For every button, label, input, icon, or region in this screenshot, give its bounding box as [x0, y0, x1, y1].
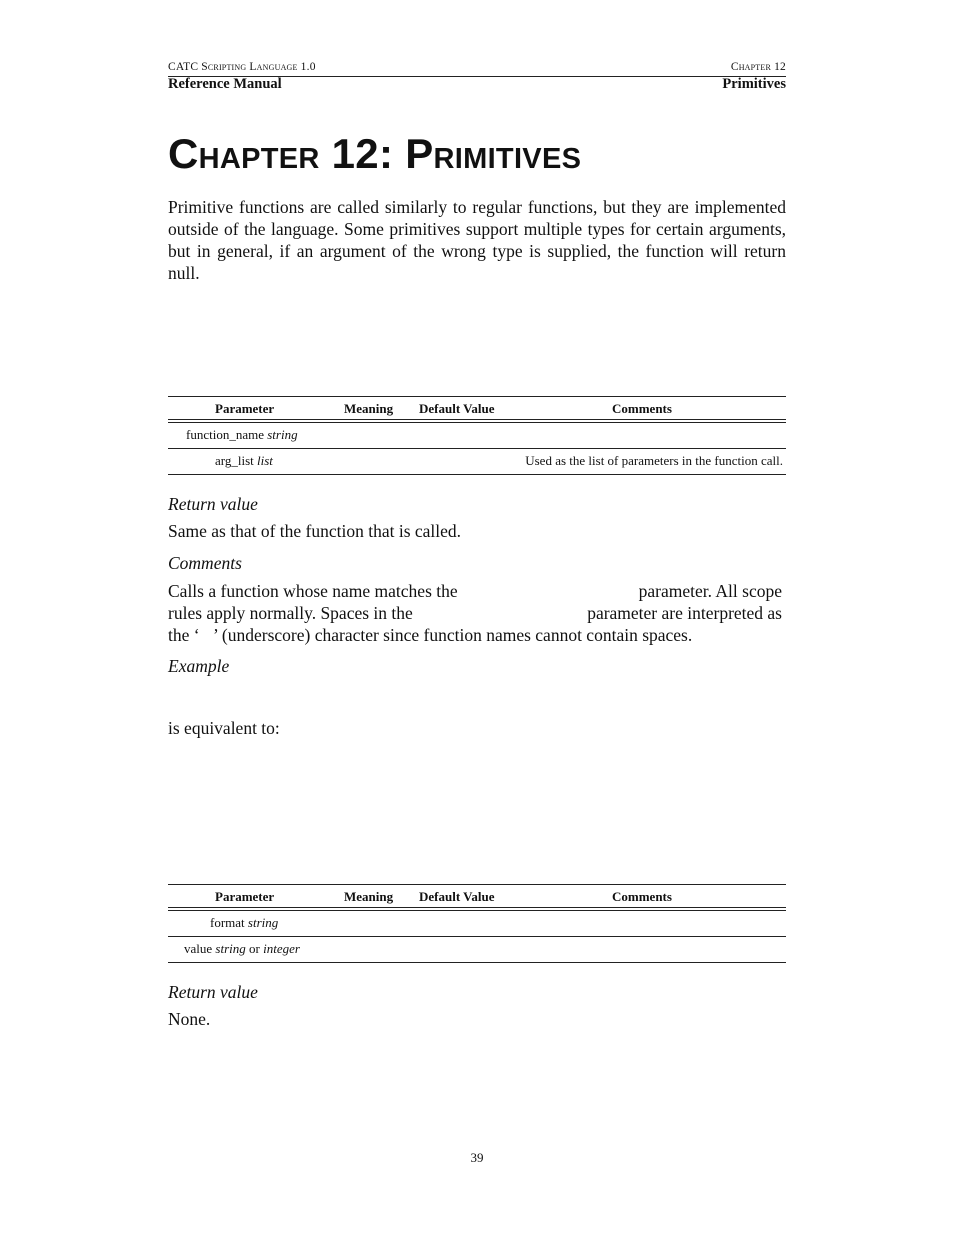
return-value-text: Same as that of the function that is called. — [168, 521, 462, 541]
param-cell — [210, 915, 278, 931]
param-type: list — [257, 453, 273, 468]
param-cell — [215, 453, 273, 469]
table-row — [168, 937, 786, 962]
comments-text-line3a: the ‘ — [168, 625, 200, 645]
running-header-manual: Reference Manual — [168, 76, 282, 92]
header-meaning: Meaning — [344, 401, 394, 416]
table-row — [168, 911, 786, 936]
comments-text-line1b: parameter. All scope — [638, 581, 782, 601]
comment-cell: Used as the list of parameters in the function call. — [525, 453, 783, 468]
table-rule — [168, 474, 786, 475]
header-comments: Comments — [612, 401, 672, 416]
param-type: string — [215, 941, 246, 956]
running-header-chapter: Chapter 12 — [730, 61, 786, 73]
param-name: value — [184, 941, 213, 956]
param-name: format — [210, 915, 245, 930]
return-value-label: Return value — [168, 494, 258, 514]
header-parameter: Parameter — [215, 889, 275, 904]
table-row — [168, 423, 786, 448]
example-label: Example — [168, 656, 230, 676]
param-name: function_name — [186, 427, 264, 442]
header-default-value: Default Value — [419, 401, 495, 416]
param-cell — [186, 427, 298, 443]
comments-text-line2b: parameter are interpreted as — [587, 603, 782, 623]
comments-label: Comments — [168, 553, 242, 573]
return-value-text-2: None. — [168, 1009, 211, 1029]
header-meaning: Meaning — [344, 889, 394, 904]
param-type: string — [267, 427, 298, 442]
chapter-title: Chapter 12: Primitives — [168, 130, 582, 177]
table-header-row — [168, 885, 786, 907]
param-type-2: integer — [263, 941, 300, 956]
param-name: arg_list — [215, 453, 254, 468]
return-value-label-2: Return value — [168, 982, 258, 1002]
param-cell — [184, 941, 300, 957]
table-header-row — [168, 397, 786, 419]
page-number: 39 — [470, 1150, 484, 1165]
comments-text-line1a: Calls a function whose name matches the — [168, 581, 458, 601]
parameter-table-2 — [168, 884, 786, 963]
table-rule — [168, 962, 786, 963]
param-connector: or — [249, 941, 260, 956]
comments-text-line3b: ’ (underscore) character since function names cannot contain spaces. — [213, 625, 693, 645]
header-parameter: Parameter — [215, 401, 275, 416]
header-comments: Comments — [612, 889, 672, 904]
param-type: string — [247, 915, 279, 930]
intro-paragraph: Primitive functions are called similarly to regular functions, but they are implemented outside of the language. Some primitives support multiple types for certain arguments, but in general, if an argument of the wrong type is supplied, the function will return null. — [168, 197, 786, 283]
equivalent-text: is equivalent to: — [168, 718, 280, 738]
header-default-value: Default Value — [419, 889, 495, 904]
comments-text-line2a: rules apply normally. Spaces in the — [168, 603, 413, 623]
running-header-section: Primitives — [722, 76, 786, 92]
parameter-table-1 — [168, 396, 786, 475]
running-header-doc-title: CATC Scripting Language 1.0 — [168, 61, 316, 73]
table-row — [168, 449, 786, 474]
